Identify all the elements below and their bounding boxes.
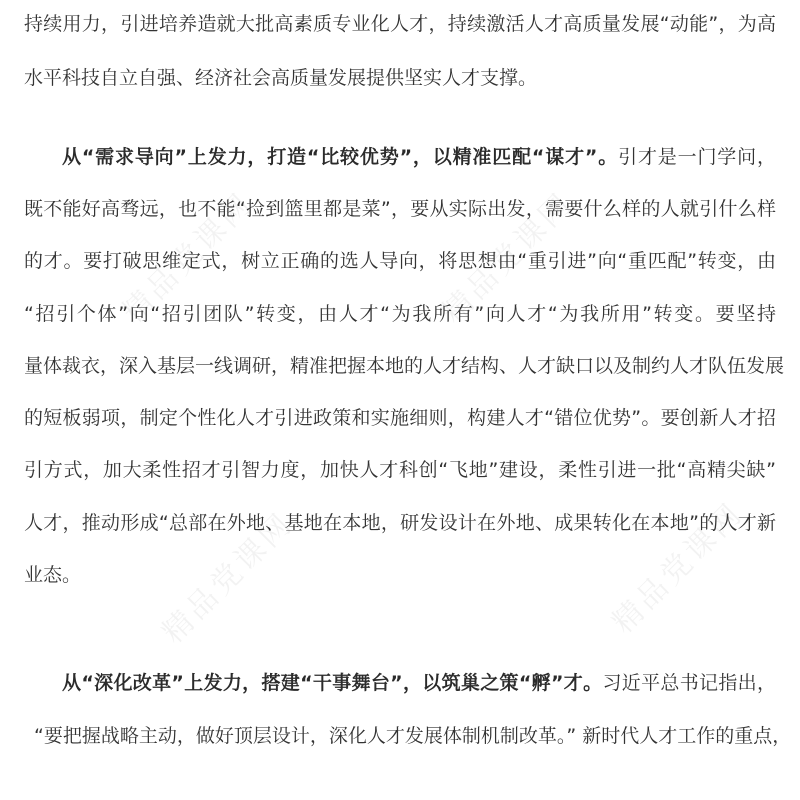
text-line: 持续用力，引进培养造就大批高素质专业化人才，持续激活人才高质量发展“动能”，为高 <box>24 13 776 35</box>
watermark: 精品党课网 <box>115 185 261 331</box>
text-line: “招引个体”向“招引团队”转变，由人才“为我所有”向人才“为我所用”转变。要坚持 <box>24 303 776 325</box>
text-line: 水平科技自立自强、经济社会高质量发展提供坚实人才支撑。 <box>24 67 538 89</box>
text-line: 的才。要打破思维定式，树立正确的选人导向，将思想由“重引进”向“重匹配”转变，由 <box>24 250 776 272</box>
paragraph-heading-tail: 习近平总书记指出， <box>602 672 776 694</box>
text-line: 业态。 <box>24 564 82 586</box>
watermark: 精品党课网 <box>435 185 581 331</box>
paragraph-heading-tail: 引才是一门学问， <box>618 146 776 168</box>
text-line: 既不能好高骛远，也不能“捡到篮里都是菜”，要从实际出发，需要什么样的人就引什么样 <box>24 198 776 220</box>
paragraph-heading-line <box>62 668 776 698</box>
text-line: 量体裁衣，深入基层一线调研，精准把握本地的人才结构、人才缺口以及制约人才队伍发展 <box>24 355 785 377</box>
text-line: 引方式，加大柔性招才引智力度，加快人才科创“飞地”建设，柔性引进一批“高精尖缺” <box>24 459 776 481</box>
text-line: 人才，推动形成“总部在外地、基地在本地，研发设计在外地、成果转化在本地”的人才新 <box>24 512 776 534</box>
text-line: “要把握战略主动，做好顶层设计，深化人才发展体制机制改革。” 新时代人才工作的重点， <box>34 725 792 747</box>
paragraph-heading-line <box>62 142 776 172</box>
watermark: 精品党课网 <box>155 505 301 651</box>
paragraph-heading: 从“深化改革”上发力，搭建“干事舞台”，以筑巢之策“孵”才。 <box>62 672 603 694</box>
paragraph-heading: 从“需求导向”上发力，打造“比较优势”，以精准匹配“谋才”。 <box>62 146 619 168</box>
watermark: 精品党课网 <box>605 495 751 641</box>
text-line: 的短板弱项，制定个性化人才引进政策和实施细则，构建人才“错位优势”。要创新人才招 <box>24 407 776 429</box>
